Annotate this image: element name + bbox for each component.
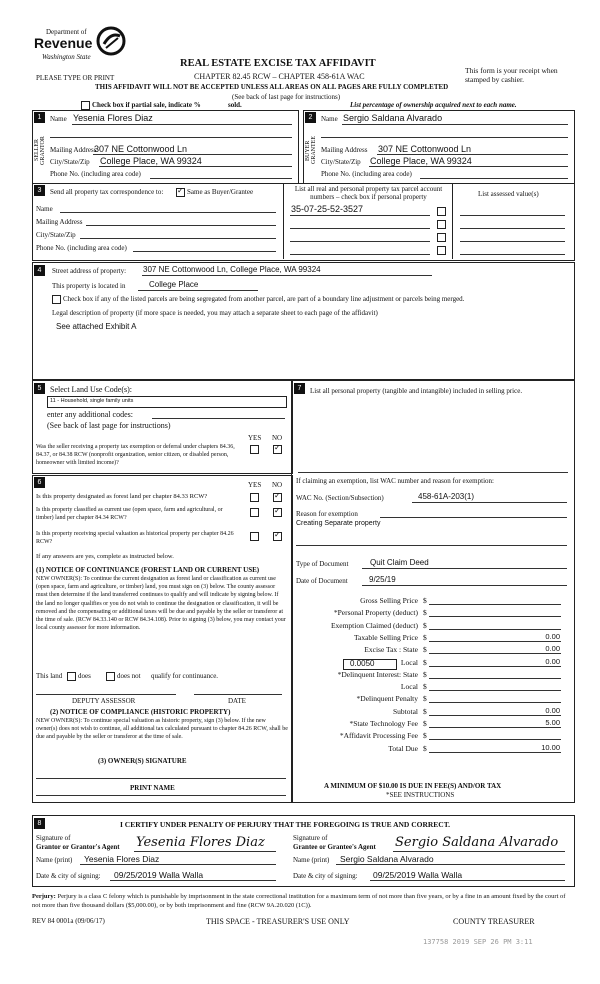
seller-name-label: Name — [50, 115, 67, 123]
grantor-date-label: Date & city of signing: — [36, 872, 101, 880]
grantee-sig-label-2: Grantee or Grantee's Agent — [293, 843, 376, 851]
section-3-number: 3 — [34, 185, 45, 196]
doc-type-value[interactable]: Quit Claim Deed — [370, 558, 429, 567]
form-warning: THIS AFFIDAVIT WILL NOT BE ACCEPTED UNLESS ALL AREAS ON ALL PAGES ARE FULLY COMPLETED — [95, 83, 449, 91]
s3-phone-label: Phone No. (including area code) — [36, 244, 127, 252]
s3-city-label: City/State/Zip — [36, 231, 76, 239]
tax-row-currency: $ — [423, 608, 427, 617]
tax-row-line — [429, 641, 561, 642]
grantee-name-label: Name (print) — [293, 856, 330, 864]
dor-logo-icon — [96, 26, 126, 56]
notice2-body: NEW OWNER(S): To continue special valuation as historic property, sign (3) below. If the new owner(s) does not wish to continue, all additional tax calculated pursuant to chapter 84.26 RCW, shall be due and payable by the seller or transferor at the time of sale. — [36, 718, 288, 740]
dept-line2: Revenue — [34, 35, 93, 51]
tax-row-label: Local — [400, 658, 418, 667]
additional-codes-label: enter any additional codes: — [47, 410, 133, 419]
segregated-checkbox[interactable] — [52, 295, 61, 304]
exemption-claim-label: If claiming an exemption, list WAC number and reason for exemption: — [296, 477, 494, 485]
reason-value[interactable]: Creating Separate property — [296, 520, 381, 527]
grantee-name-print[interactable]: Sergio Saldana Alvarado — [340, 854, 434, 864]
personal-property-checkbox-1[interactable] — [437, 207, 446, 216]
doc-type-label: Type of Document — [296, 560, 349, 568]
forest-question: Is this property designated as forest land per chapter 84.33 RCW? — [36, 493, 208, 500]
section-2-number: 2 — [305, 112, 316, 123]
section-6 — [32, 475, 293, 803]
tax-row-currency: $ — [423, 621, 427, 630]
notice1-body: NEW OWNER(S): To continue the current designation as forest land or classification as current use (open space, farm and agriculture, or timber) land, you must sign on (3) below. The county assessor must then determine if the land transferred continues to qualify and will indicate by signing below. If the land no longer qualifies or you do not wish to continue the designation or classification, it will be removed and the compensating or additional taxes will be due and payable by the seller or transferor at the time of sale. (RCW 84.33.140 or RCW 84.34.108). Prior to signing (3) below, you may contact your local county assessor for more information. — [36, 576, 286, 632]
street-value[interactable]: 307 NE Cottonwood Ln, College Place, WA 99324 — [143, 265, 321, 274]
doc-date-label: Date of Document — [296, 577, 348, 585]
tax-row-value[interactable]: 0.00 — [545, 657, 560, 666]
tax-row-currency: $ — [423, 596, 427, 605]
see-back: (See back of last page for instructions) — [232, 93, 341, 101]
perjury-note — [32, 893, 573, 910]
tax-row-line — [429, 653, 561, 654]
seller-city-label: City/State/Zip — [50, 158, 90, 166]
tax-row-label: Subtotal — [392, 707, 418, 716]
street-label: Street address of property: — [52, 267, 127, 275]
current-use-question: Is this property classified as current use (open space, farm and agricultural, or timber) land per chapter 84.34 RCW? — [36, 507, 223, 521]
personal-property-checkbox-4[interactable] — [437, 246, 446, 255]
parcel-header: List all real and personal property tax parcel account numbers – check box if personal property — [294, 185, 443, 201]
grantee-date[interactable]: 09/25/2019 Walla Walla — [373, 870, 463, 880]
s5-no-checkbox[interactable] — [273, 445, 282, 454]
notice1-title: (1) NOTICE OF CONTINUANCE (FOREST LAND OR CURRENT USE) — [36, 566, 260, 574]
see-instructions: *SEE INSTRUCTIONS — [386, 791, 455, 799]
land-use-select[interactable] — [47, 396, 287, 408]
partial-sale-checkbox[interactable] — [81, 101, 90, 110]
tax-row-currency: $ — [423, 633, 427, 642]
receipt-stamp: 137758 2019 SEP 26 PM 3:11 — [423, 938, 533, 946]
tax-row-currency: $ — [423, 682, 427, 691]
section-4-number: 4 — [34, 265, 45, 276]
land-use-code: 11 - Household, single family units — [50, 398, 134, 404]
doc-date-value[interactable]: 9/25/19 — [369, 575, 396, 584]
tax-row-line — [429, 629, 561, 630]
seller-mailing-label: Mailing Address — [50, 146, 97, 154]
seller-phone-label: Phone No. (including area code) — [50, 170, 141, 178]
dor-logo — [32, 24, 132, 66]
forest-no-checkbox[interactable] — [273, 493, 282, 502]
tax-row-value[interactable]: 5.00 — [545, 718, 560, 727]
tax-row-line — [429, 678, 561, 679]
personal-property-label: List all personal property (tangible and intangible) included in selling price. — [310, 387, 523, 395]
land-does-checkbox[interactable] — [67, 672, 76, 681]
sold-label: sold. — [228, 101, 242, 109]
tax-row-value[interactable]: 0.00 — [545, 706, 560, 715]
grantor-sig-label-1: Signature of — [36, 834, 71, 842]
seller-name[interactable]: Yesenia Flores Diaz — [73, 113, 153, 123]
tax-row-currency: $ — [423, 694, 427, 703]
tax-row-label: Excise Tax : State — [364, 645, 418, 654]
historic-question: Is this property receiving special valuation as historical property per chapter 84.26 RCW? — [36, 531, 234, 545]
tax-row-line — [429, 727, 561, 728]
partial-sale-label: Check box if partial sale, indicate % — [92, 101, 201, 109]
tax-row-line — [429, 752, 561, 753]
current-use-no-checkbox[interactable] — [273, 508, 282, 517]
s5-no: NO — [272, 434, 283, 442]
tax-row-line — [429, 690, 561, 691]
notice2-title: (2) NOTICE OF COMPLIANCE (HISTORIC PROPERTY) — [50, 708, 231, 716]
segregated-note: Check box if any of the listed parcels are being segregated from another parcel, are part of a boundary line adjustment or parcels being merged. — [63, 295, 465, 303]
parcel-1[interactable]: 35-07-25-52-3527 — [291, 204, 364, 214]
grantor-name-label: Name (print) — [36, 856, 73, 864]
county-treasurer: COUNTY TREASURER — [453, 917, 535, 926]
dept-line3: Washington State — [42, 53, 91, 61]
buyer-city-label: City/State/Zip — [321, 158, 361, 166]
does-not-label: does not — [117, 672, 141, 680]
section-8-number: 8 — [34, 818, 45, 829]
minimum-note: A MINIMUM OF $10.00 IS DUE IN FEE(S) AND/OR TAX — [324, 782, 502, 790]
seller-city[interactable]: College Place, WA 99324 — [100, 156, 202, 166]
personal-property-checkbox-3[interactable] — [437, 233, 446, 242]
same-as-buyer-checkbox[interactable] — [176, 188, 185, 197]
receipt-note: This form is your receipt when stamped by cashier. — [465, 66, 558, 84]
tax-row-currency: $ — [423, 744, 427, 753]
local-rate-box[interactable] — [343, 659, 397, 670]
tax-row-label: Total Due — [388, 744, 418, 753]
land-does-not-checkbox[interactable] — [106, 672, 115, 681]
section-6-number: 6 — [34, 477, 45, 488]
grantor-name-print[interactable]: Yesenia Flores Diaz — [84, 854, 160, 864]
s5-yes: YES — [248, 434, 262, 442]
assessed-header: List assessed value(s) — [478, 190, 539, 198]
percentage-label: List percentage of ownership acquired next to each name. — [350, 101, 517, 109]
legal-label: Legal description of property (if more space is needed, you may attach a separate sheet to each page of the affidavit) — [52, 309, 378, 317]
historic-no-checkbox[interactable] — [273, 532, 282, 541]
buyer-mailing-label: Mailing Address — [321, 146, 368, 154]
tax-row-line — [429, 604, 561, 605]
legal-value[interactable]: See attached Exhibit A — [56, 322, 137, 331]
tax-row-label: *State Technology Fee — [349, 719, 418, 728]
certify-text: I CERTIFY UNDER PENALTY OF PERJURY THAT THE FOREGOING IS TRUE AND CORRECT. — [120, 820, 451, 829]
buyer-phone-label: Phone No. (including area code) — [321, 170, 412, 178]
tax-row-label: *Affidavit Processing Fee — [339, 731, 418, 740]
wac-label: WAC No. (Section/Subsection) — [296, 494, 384, 502]
does-label: does — [78, 672, 91, 680]
tax-row-line — [429, 715, 561, 716]
dept-line1: Department of — [46, 28, 87, 36]
buyer-mailing[interactable]: 307 NE Cottonwood Ln — [378, 144, 472, 154]
tax-row-currency: $ — [423, 707, 427, 716]
tax-row-line — [429, 616, 561, 617]
tax-row-currency: $ — [423, 658, 427, 667]
located-label: This property is located in — [52, 282, 126, 290]
forest-yes-checkbox[interactable] — [250, 493, 259, 502]
s5-yes-checkbox[interactable] — [250, 445, 259, 454]
treasurer-use: THIS SPACE - TREASURER'S USE ONLY — [206, 917, 350, 926]
tax-row-label: *Personal Property (deduct) — [333, 608, 418, 617]
owner-signature-label: (3) OWNER(S) SIGNATURE — [98, 757, 187, 765]
grantor-signature[interactable]: Yesenia Flores Diaz — [136, 835, 265, 850]
tax-row-line — [429, 739, 561, 740]
please-type: PLEASE TYPE OR PRINT — [36, 74, 115, 82]
buyer-city[interactable]: College Place, WA 99324 — [370, 156, 472, 166]
select-land-use-label: Select Land Use Code(s): — [50, 385, 132, 394]
wac-value[interactable]: 458-61A-203(1) — [418, 492, 475, 501]
seller-side-label: SELLER GRANTOR — [34, 136, 46, 165]
s6-yes: YES — [248, 481, 262, 489]
tax-row-label: *Delinquent Interest: State — [337, 670, 418, 679]
located-value[interactable]: College Place — [149, 280, 199, 289]
grantee-date-label: Date & city of signing: — [293, 872, 358, 880]
rev-number: REV 84 0001a (09/06/17) — [32, 917, 105, 925]
perjury-text: Perjury is a class C felony which is punishable by imprisonment in the state correctional institution for a maximum term of not more than five years, or by a fine in an amount fixed by the court of not more than five thousand dollars ($5,000.00), or by both imprisonment and fine (RCW 9A.20.020 (1C)). — [32, 893, 566, 909]
tax-row-currency: $ — [423, 645, 427, 654]
section-1-number: 1 — [34, 112, 45, 123]
tax-row-currency: $ — [423, 731, 427, 740]
s3-mailing-label: Mailing Address — [36, 218, 83, 226]
qualify-label: qualify for continuance. — [151, 672, 219, 680]
if-yes-note: If any answers are yes, complete as instructed below. — [36, 553, 174, 560]
grantor-date[interactable]: 09/25/2019 Walla Walla — [114, 870, 204, 880]
tax-row-label: *Delinquent Penalty — [356, 694, 418, 703]
perjury-label: Perjury: — [32, 893, 56, 900]
buyer-name-label: Name — [321, 115, 338, 123]
tax-row-currency: $ — [423, 670, 427, 679]
tax-row-label: Local — [400, 682, 418, 691]
form-title: REAL ESTATE EXCISE TAX AFFIDAVIT — [180, 58, 376, 69]
this-land-label: This land — [36, 672, 63, 680]
reason-label: Reason for exemption — [296, 510, 358, 518]
current-use-yes-checkbox[interactable] — [250, 508, 259, 517]
section-4 — [32, 262, 575, 380]
tax-row-currency: $ — [423, 719, 427, 728]
s3-name-label: Name — [36, 205, 53, 213]
grantor-sig-label-2: Grantor or Grantor's Agent — [36, 843, 120, 851]
send-label: Send all property tax correspondence to: — [50, 188, 164, 196]
form-chapters: CHAPTER 82.45 RCW – CHAPTER 458-61A WAC — [194, 72, 365, 81]
tax-row-label: Exemption Claimed (deduct) — [330, 621, 418, 630]
s6-no: NO — [272, 481, 283, 489]
buyer-side-label: BUYER GRANTEE — [305, 136, 317, 165]
tax-row-label: Gross Selling Price — [360, 596, 418, 605]
tax-row-value[interactable]: 0.00 — [545, 644, 560, 653]
local-rate: 0.0050 — [350, 659, 375, 668]
deputy-label: DEPUTY ASSESSOR — [72, 697, 136, 705]
tax-row-line — [429, 666, 561, 667]
tax-row-value[interactable]: 10.00 — [541, 743, 560, 752]
same-as-buyer-label: Same as Buyer/Grantee — [187, 188, 254, 196]
exemption-question: Was the seller receiving a property tax exemption or deferral under chapters 84.36, 84.37, or 84.38 RCW (nonprofit organization, senior citizen, or disabled person, homeowner with limited income)? — [36, 444, 235, 466]
personal-property-checkbox-2[interactable] — [437, 220, 446, 229]
section-7-number: 7 — [294, 383, 305, 394]
tax-row-value[interactable]: 0.00 — [545, 632, 560, 641]
tax-row-line — [429, 702, 561, 703]
print-name-label: PRINT NAME — [130, 784, 175, 792]
seller-mailing[interactable]: 307 NE Cottonwood Ln — [94, 144, 188, 154]
section-5-number: 5 — [34, 383, 45, 394]
grantee-sig-label-1: Signature of — [293, 834, 328, 842]
tax-row-label: Taxable Selling Price — [353, 633, 418, 642]
s5-see-back: (See back of last page for instructions) — [47, 421, 171, 430]
grantee-signature[interactable]: Sergio Saldana Alvarado — [395, 835, 559, 850]
historic-yes-checkbox[interactable] — [250, 532, 259, 541]
date-label: DATE — [228, 697, 246, 705]
buyer-name[interactable]: Sergio Saldana Alvarado — [343, 113, 443, 123]
